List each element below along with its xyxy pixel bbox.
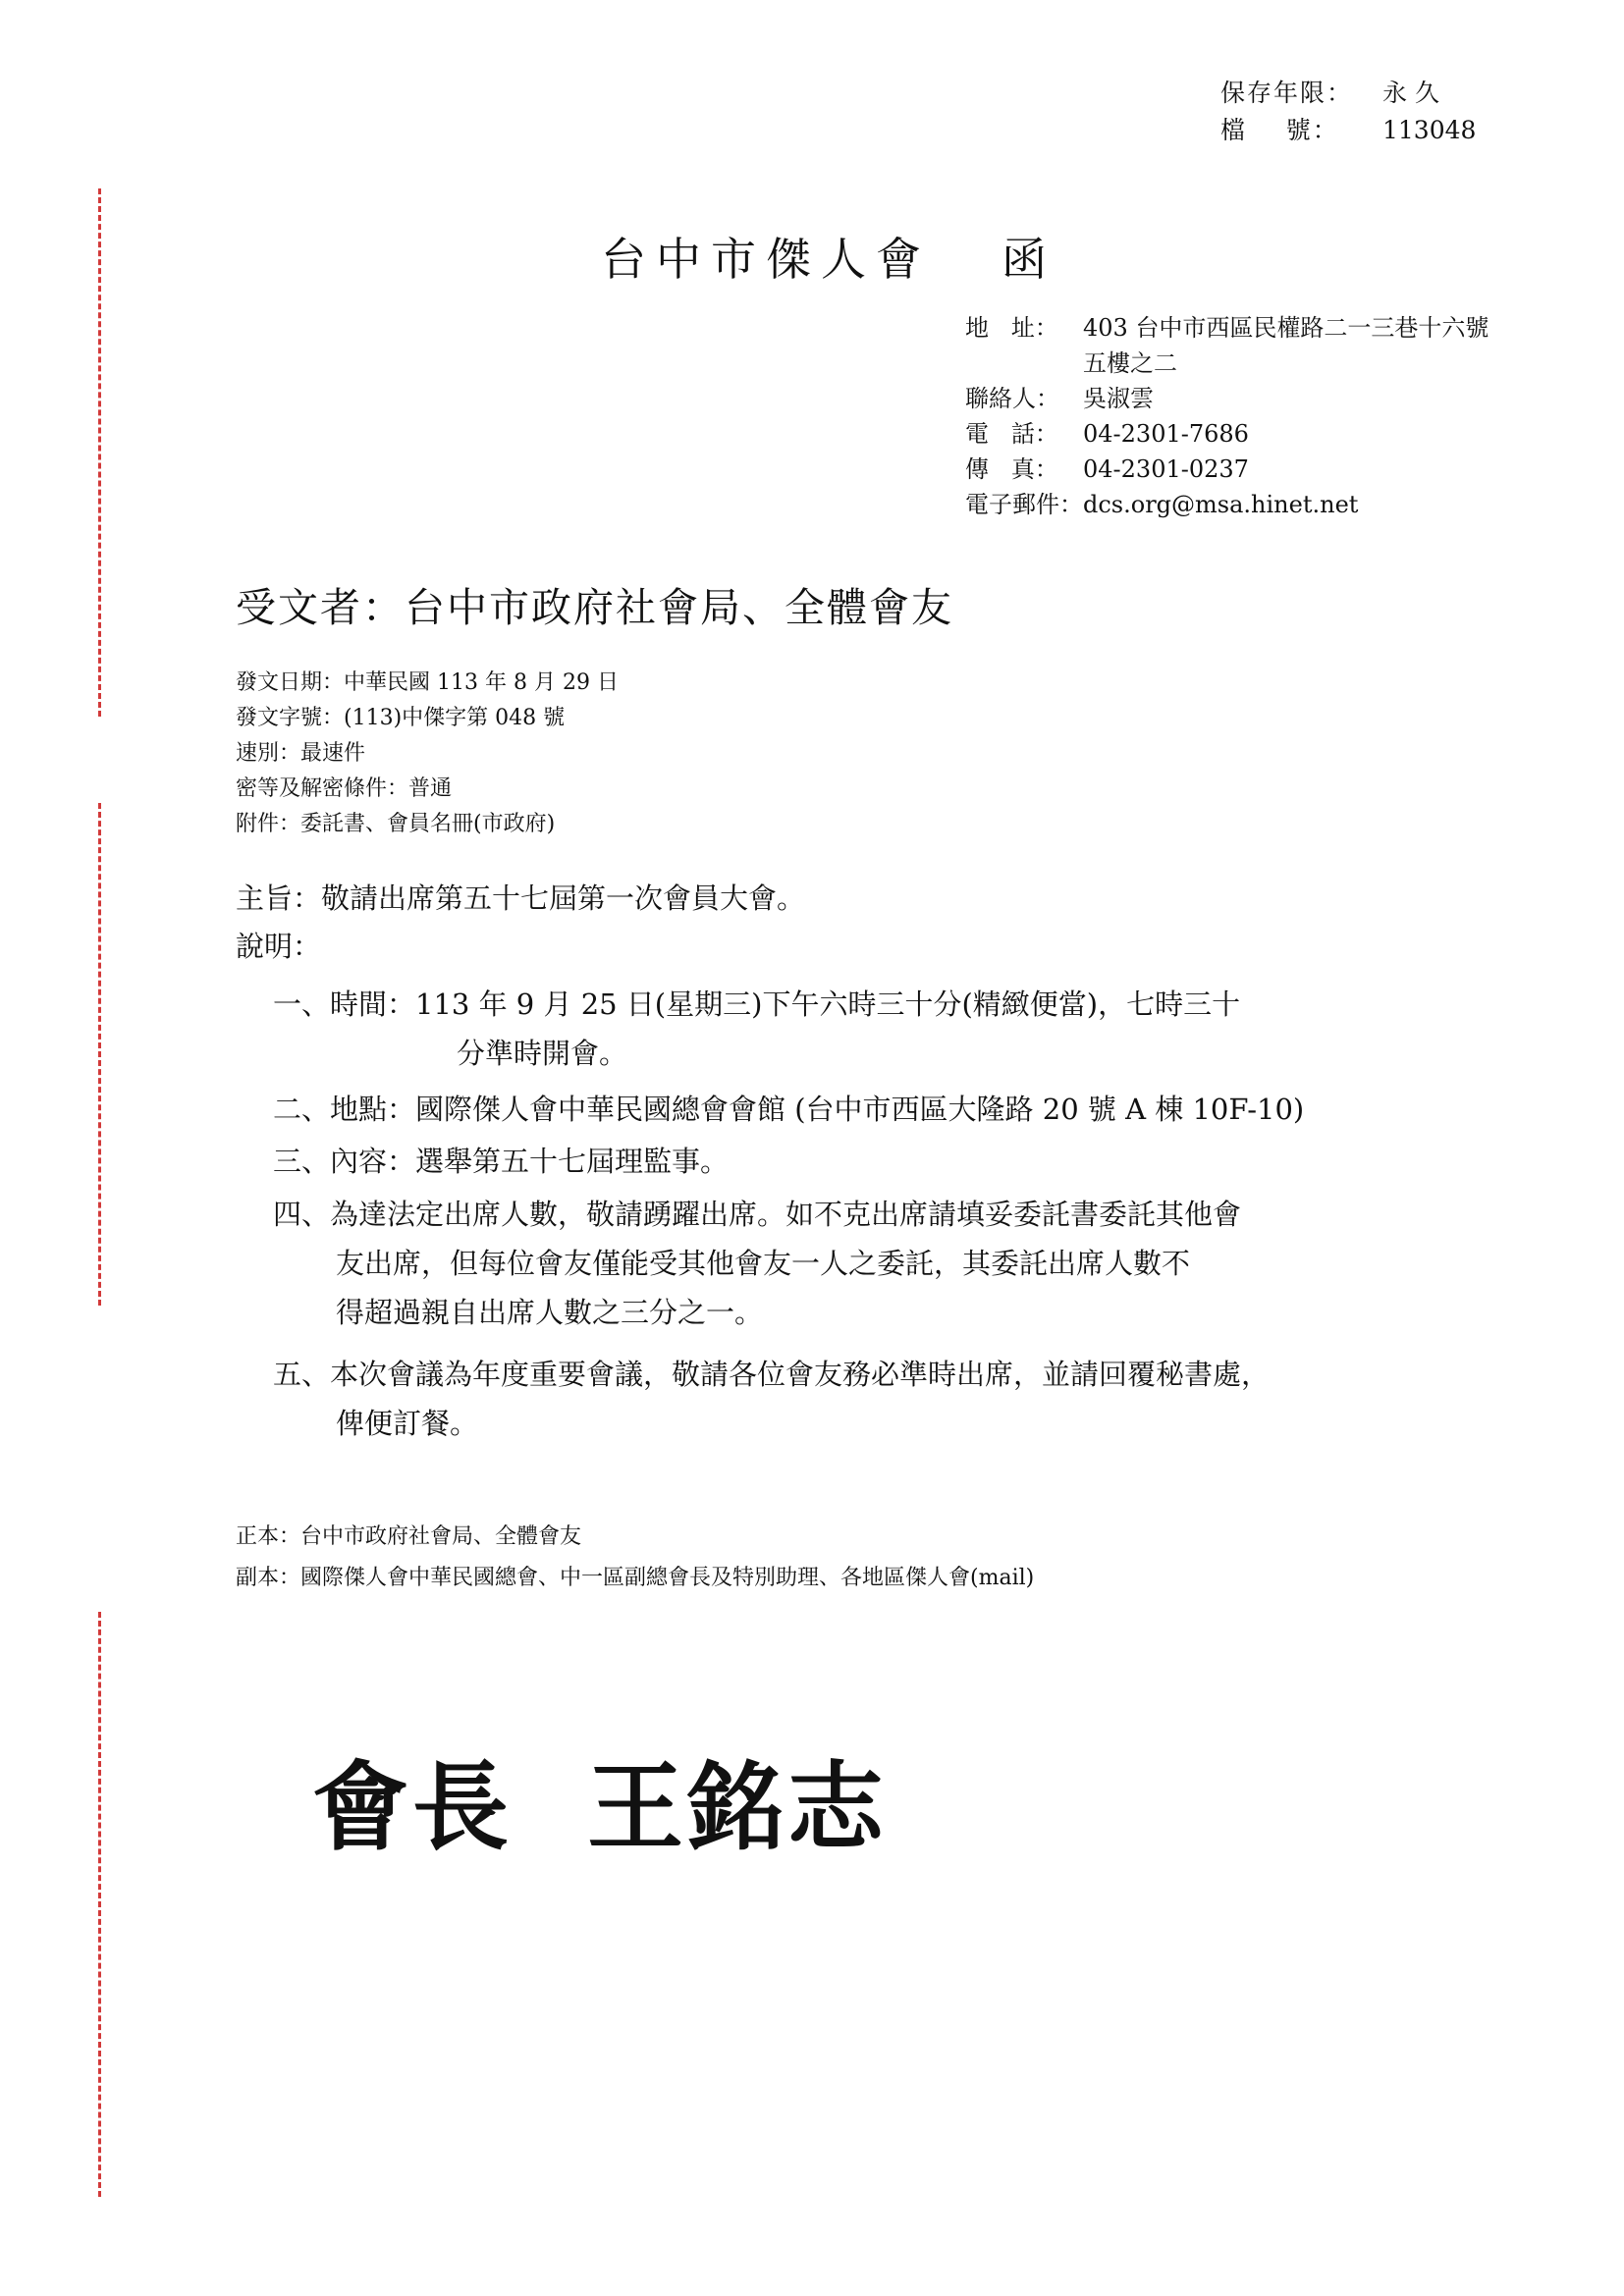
- item-line: 俾便訂餐。: [336, 1407, 479, 1440]
- retention-block: [1220, 75, 1476, 149]
- email-value: dcs.org@msa.hinet.net: [1083, 491, 1359, 518]
- email-row: [965, 487, 1489, 522]
- fax-value: 04-2301-0237: [1083, 455, 1249, 483]
- meta-block: [236, 666, 619, 842]
- item-line: 內容：選舉第五十七屆理監事。: [330, 1145, 730, 1178]
- item-line: 為達法定出席人數，敬請踴躍出席。如不克出席請填妥委託書委託其他會: [330, 1198, 1242, 1231]
- description-label: 說明：: [236, 930, 322, 963]
- attachments: 附件：委託書、會員名冊(市政府): [236, 812, 556, 836]
- item-line: 本次會議為年度重要會議，敬請各位會友務必準時出席，並請回覆秘書處，: [330, 1358, 1271, 1391]
- item-number: 一、: [273, 988, 331, 1021]
- recipient: 受文者：台中市政府社會局、全體會友: [236, 584, 953, 631]
- margin-line: [98, 1612, 101, 2197]
- list-item: [273, 980, 1240, 1078]
- item-number: 三、: [273, 1145, 331, 1178]
- address-line-2: 五樓之二: [1083, 349, 1177, 377]
- item-number: 四、: [273, 1198, 331, 1231]
- file-number-label: 檔 號：: [1220, 116, 1339, 144]
- security-class: 密等及解密條件：普通: [236, 776, 453, 801]
- contact-person-row: [965, 381, 1489, 416]
- item-line: 得超過親自出席人數之三分之一。: [336, 1296, 764, 1329]
- retention-period-label: 保存年限：: [1220, 79, 1354, 107]
- distribution-block: [236, 1517, 1034, 1599]
- list-item: [273, 1085, 1304, 1134]
- signature-title: 會長: [312, 1752, 514, 1864]
- phone-row: [965, 416, 1489, 452]
- item-line: 友出席，但每位會友僅能受其他會友一人之委託，其委託出席人數不: [336, 1247, 1191, 1280]
- original-recipients: 正本：台中市政府社會局、全體會友: [236, 1524, 582, 1549]
- issue-date: 發文日期：中華民國 113 年 8 月 29 日: [236, 670, 619, 695]
- document-title: [601, 224, 1056, 289]
- file-number-value: 113048: [1382, 116, 1477, 144]
- contact-person-value: 吳淑雲: [1083, 385, 1154, 412]
- issue-number: 發文字號：(113)中傑字第 048 號: [236, 706, 566, 730]
- signature-name: 王銘志: [587, 1752, 889, 1864]
- item-number: 五、: [273, 1358, 331, 1391]
- margin-line: [98, 803, 101, 1306]
- fax-label: 傳 真：: [965, 455, 1058, 483]
- item-line: 地點：國際傑人會中華民國總會會館 (台中市西區大隆路 20 號 A 棟 10F-10): [330, 1093, 1305, 1126]
- email-label: 電子郵件：: [965, 491, 1083, 518]
- address-line-1: 403 台中市西區民權路二一三巷十六號: [1083, 314, 1489, 342]
- speed-class: 速別：最速件: [236, 741, 366, 766]
- copy-recipients: 副本：國際傑人會中華民國總會、中一區副總會長及特別助理、各地區傑人會(mail): [236, 1566, 1035, 1590]
- contact-block: [965, 310, 1489, 522]
- address-row: [965, 310, 1489, 346]
- margin-line: [98, 188, 101, 717]
- list-item: [273, 1137, 729, 1186]
- signature: [312, 1731, 888, 1869]
- item-number: 二、: [273, 1093, 331, 1126]
- address-label: 地 址：: [965, 314, 1058, 342]
- phone-value: 04-2301-7686: [1083, 420, 1249, 448]
- organization-name: 台中市傑人會: [601, 233, 931, 286]
- retention-period: [1220, 75, 1476, 112]
- contact-person-label: 聯絡人：: [965, 385, 1059, 412]
- subject: 主旨：敬請出席第五十七屆第一次會員大會。: [236, 881, 806, 915]
- list-item: [273, 1350, 1270, 1448]
- retention-period-value: 永 久: [1382, 79, 1439, 107]
- document-type: 函: [1001, 233, 1056, 286]
- item-line: 分準時開會。: [457, 1037, 628, 1070]
- item-line: 時間：113 年 9 月 25 日(星期三)下午六時三十分(精緻便當)，七時三十: [330, 988, 1241, 1021]
- file-number: [1220, 112, 1476, 149]
- phone-label: 電 話：: [965, 420, 1058, 448]
- fax-row: [965, 452, 1489, 487]
- list-item: [273, 1190, 1241, 1337]
